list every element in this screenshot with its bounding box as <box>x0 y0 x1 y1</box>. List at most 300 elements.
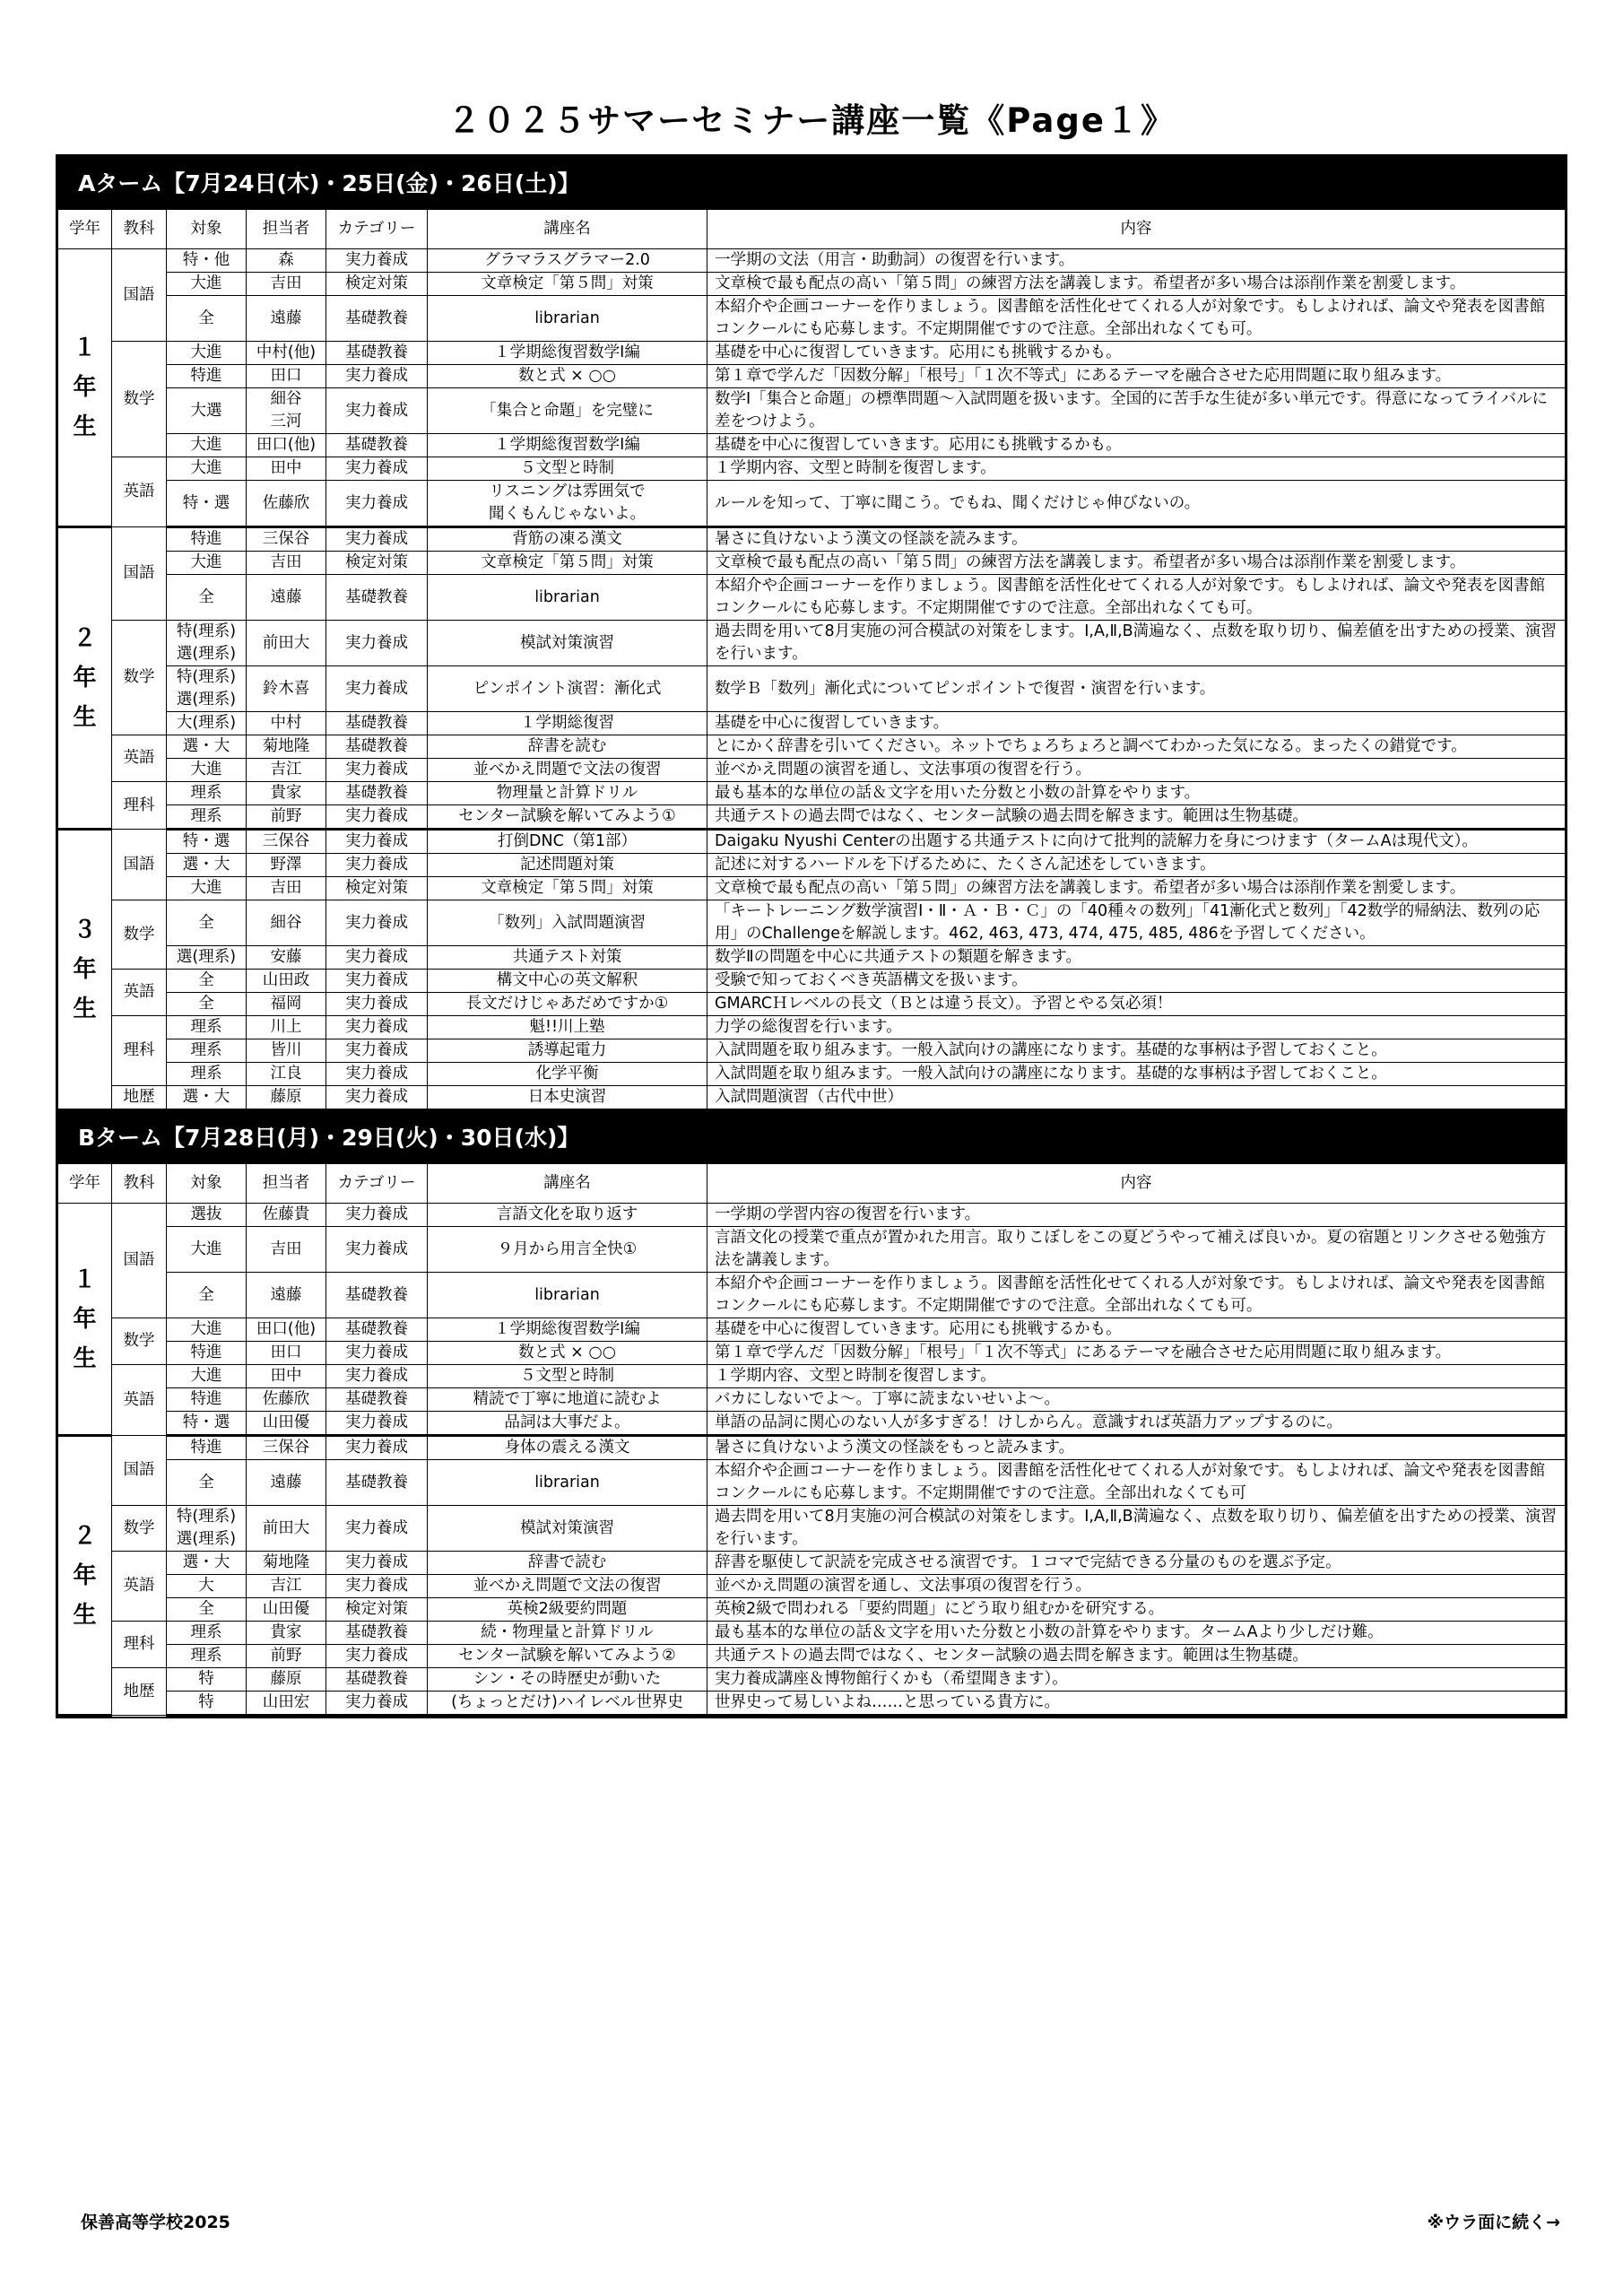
course-name-cell: 言語文化を取り返す <box>428 1204 707 1227</box>
content-cell: GMARCＨレベルの長文（Ｂとは違う長文）。予習とやる気必須！ <box>707 993 1566 1016</box>
content-cell: 第１章で学んだ「因数分解」「根号」「１次不等式」にあるテーマを融合させた応用問題に取り組みます。 <box>707 365 1566 388</box>
teacher-cell: 田口 <box>247 1342 326 1365</box>
category-cell: 実力養成 <box>326 388 428 434</box>
teacher-cell: 遠藤 <box>247 575 326 621</box>
teacher-cell: 山田優 <box>247 1598 326 1622</box>
category-cell: 基礎教養 <box>326 575 428 621</box>
target-cell: 特 <box>167 1668 247 1692</box>
column-header: 学年 <box>58 1164 112 1204</box>
category-cell: 検定対策 <box>326 273 428 296</box>
course-row <box>58 1204 1566 1227</box>
content-cell: 本紹介や企画コーナーを作りましょう。図書館を活性化せてくれる人が対象です。もしよければ、論文や発表を図書館コンクールにも応募します。不定期開催ですので注意。全部出れなくても可。 <box>707 1273 1566 1318</box>
target-cell: 特 <box>167 1692 247 1716</box>
teacher-cell: 吉江 <box>247 1575 326 1598</box>
content-cell: 「キートレーニング数学演習Ⅰ・Ⅱ・Ａ・Ｂ・Ｃ」の「40種々の数列」「41漸化式と数列」「42数学的帰納法、数列の応用」のChallengeを解説します。462, 463, 473, 474, 475, 485, 486を予習してください。 <box>707 900 1566 946</box>
category-cell: 実力養成 <box>326 1645 428 1668</box>
page-title: ２０２５サマーセミナー講座一覧《Page１》 <box>447 101 1176 140</box>
course-name-cell: librarian <box>428 1460 707 1506</box>
teacher-cell: 吉田 <box>247 273 326 296</box>
course-row <box>58 273 1566 296</box>
target-cell: 理系 <box>167 1622 247 1645</box>
category-cell: 実力養成 <box>326 805 428 830</box>
course-row <box>58 1692 1566 1716</box>
course-row <box>58 296 1566 342</box>
target-cell: 大進 <box>167 1227 247 1273</box>
course-name-cell: 辞書を読む <box>428 735 707 759</box>
content-cell: 基礎を中心に復習していきます。応用にも挑戦するかも。 <box>707 1318 1566 1342</box>
course-name-cell: ピンポイント演習：漸化式 <box>428 666 707 712</box>
subject-cell: 数学 <box>112 900 167 970</box>
course-row <box>58 877 1566 900</box>
category-cell: 実力養成 <box>326 854 428 877</box>
grade-cell: １ 年 生 <box>58 249 112 527</box>
category-cell: 実力養成 <box>326 1086 428 1110</box>
grade-cell: ２ 年 生 <box>58 1436 112 1716</box>
column-header-row <box>58 210 1566 249</box>
course-name-cell: 共通テスト対策 <box>428 946 707 970</box>
teacher-cell: 藤原 <box>247 1086 326 1110</box>
teacher-cell: 三保谷 <box>247 830 326 854</box>
content-cell: とにかく辞書を引いてください。ネットでちょろちょろと調べてわかった気になる。まったくの錯覚です。 <box>707 735 1566 759</box>
teacher-cell: 前野 <box>247 1645 326 1668</box>
course-name-cell: １学期総復習数学Ⅰ編 <box>428 434 707 457</box>
course-name-cell: 身体の震える漢文 <box>428 1436 707 1460</box>
content-cell: 文章検で最も配点の高い「第５問」の練習方法を講義します。希望者が多い場合は添削作業を割愛します。 <box>707 552 1566 575</box>
category-cell: 実力養成 <box>326 1412 428 1436</box>
teacher-cell: 貴家 <box>247 782 326 805</box>
subject-cell: 数学 <box>112 1506 167 1552</box>
column-header-row <box>58 1164 1566 1204</box>
course-name-cell: センター試験を解いてみよう① <box>428 805 707 830</box>
category-cell: 基礎教養 <box>326 1388 428 1412</box>
course-row <box>58 1365 1566 1388</box>
course-row <box>58 712 1566 735</box>
target-cell: 選抜 <box>167 1204 247 1227</box>
content-cell: 言語文化の授業で重点が置かれた用言。取りこぼしをこの夏どうやって補えば良いか。夏の宿題とリンクさせる勉強方法を講義します。 <box>707 1227 1566 1273</box>
subject-cell: 国語 <box>112 1204 167 1318</box>
category-cell: 実力養成 <box>326 457 428 481</box>
course-name-cell: シン・その時歴史が動いた <box>428 1668 707 1692</box>
subject-cell: 英語 <box>112 970 167 1016</box>
course-row <box>58 1039 1566 1063</box>
target-cell: 全 <box>167 1460 247 1506</box>
category-cell: 実力養成 <box>326 1365 428 1388</box>
target-cell: 全 <box>167 1273 247 1318</box>
category-cell: 実力養成 <box>326 1204 428 1227</box>
course-row <box>58 621 1566 666</box>
target-cell: 選・大 <box>167 1552 247 1575</box>
content-cell: 入試問題演習（古代中世） <box>707 1086 1566 1110</box>
content-cell: 一学期の学習内容の復習を行います。 <box>707 1204 1566 1227</box>
teacher-cell: 川上 <box>247 1016 326 1039</box>
content-cell: 数学Ⅱの問題を中心に共通テストの類題を解きます。 <box>707 946 1566 970</box>
course-name-cell: 文章検定「第５問」対策 <box>428 273 707 296</box>
course-name-cell: １学期総復習数学Ⅰ編 <box>428 1318 707 1342</box>
content-cell: バカにしないでよ～。丁寧に読まないせいよ～。 <box>707 1388 1566 1412</box>
course-name-cell: ９月から用言全快① <box>428 1227 707 1273</box>
course-row <box>58 1086 1566 1110</box>
target-cell: 特・選 <box>167 481 247 527</box>
content-cell: 数学Ｂ「数列」漸化式についてピンポイントで復習・演習を行います。 <box>707 666 1566 712</box>
teacher-cell: 細谷 三河 <box>247 388 326 434</box>
column-header: 対象 <box>167 210 247 249</box>
category-cell: 実力養成 <box>326 830 428 854</box>
category-cell: 実力養成 <box>326 249 428 273</box>
course-row <box>58 666 1566 712</box>
teacher-cell: 皆川 <box>247 1039 326 1063</box>
target-cell: 全 <box>167 993 247 1016</box>
teacher-cell: 山田宏 <box>247 1692 326 1716</box>
course-row <box>58 1436 1566 1460</box>
target-cell: 特進 <box>167 1388 247 1412</box>
content-cell: 並べかえ問題の演習を通し、文法事項の復習を行う。 <box>707 759 1566 782</box>
target-cell: 特(理系) 選(理系) <box>167 621 247 666</box>
category-cell: 基礎教養 <box>326 1273 428 1318</box>
content-cell: 本紹介や企画コーナーを作りましょう。図書館を活性化せてくれる人が対象です。もしよければ、論文や発表を図書館コンクールにも応募します。不定期開催ですので注意。全部出れなくても可 <box>707 1460 1566 1506</box>
content-cell: 記述に対するハードルを下げるために、たくさん記述をしていきます。 <box>707 854 1566 877</box>
content-cell: 数学Ⅰ「集合と命題」の標準問題～入試問題を扱います。全国的に苦手な生徒が多い単元です。得意になってライバルに差をつけよう。 <box>707 388 1566 434</box>
category-cell: 実力養成 <box>326 1552 428 1575</box>
teacher-cell: 田口(他) <box>247 1318 326 1342</box>
content-cell: 英検2級で問われる「要約問題」にどう取り組むかを研究する。 <box>707 1598 1566 1622</box>
term-banner <box>58 1110 1566 1164</box>
course-name-cell: リスニングは雰囲気で 聞くもんじゃないよ。 <box>428 481 707 527</box>
target-cell: 全 <box>167 1598 247 1622</box>
course-name-cell: librarian <box>428 296 707 342</box>
teacher-cell: 安藤 <box>247 946 326 970</box>
target-cell: 大進 <box>167 552 247 575</box>
teacher-cell: 吉田 <box>247 877 326 900</box>
category-cell: 基礎教養 <box>326 434 428 457</box>
teacher-cell: 遠藤 <box>247 296 326 342</box>
subject-cell: 英語 <box>112 457 167 527</box>
target-cell: 特進 <box>167 1342 247 1365</box>
target-cell: 特・選 <box>167 830 247 854</box>
course-row <box>58 575 1566 621</box>
course-row <box>58 1063 1566 1086</box>
category-cell: 基礎教養 <box>326 735 428 759</box>
course-name-cell: センター試験を解いてみよう② <box>428 1645 707 1668</box>
category-cell: 実力養成 <box>326 365 428 388</box>
course-name-cell: 構文中心の英文解釈 <box>428 970 707 993</box>
subject-cell: 英語 <box>112 735 167 782</box>
teacher-cell: 野澤 <box>247 854 326 877</box>
category-cell: 基礎教養 <box>326 1668 428 1692</box>
category-cell: 実力養成 <box>326 1039 428 1063</box>
teacher-cell: 細谷 <box>247 900 326 946</box>
course-row <box>58 1273 1566 1318</box>
content-cell: 辞書を駆使して訳読を完成させる演習です。１コマで完結できる分量のものを選ぶ予定。 <box>707 1552 1566 1575</box>
course-row <box>58 1622 1566 1645</box>
content-cell: 基礎を中心に復習していきます。応用にも挑戦するかも。 <box>707 342 1566 365</box>
target-cell: 特(理系) 選(理系) <box>167 1506 247 1552</box>
course-row <box>58 481 1566 527</box>
course-name-cell: 背筋の凍る漢文 <box>428 527 707 552</box>
course-row <box>58 1412 1566 1436</box>
category-cell: 実力養成 <box>326 1063 428 1086</box>
course-name-cell: 並べかえ問題で文法の復習 <box>428 1575 707 1598</box>
course-row <box>58 759 1566 782</box>
target-cell: 大選 <box>167 388 247 434</box>
teacher-cell: 遠藤 <box>247 1460 326 1506</box>
category-cell: 検定対策 <box>326 1598 428 1622</box>
course-row <box>58 1645 1566 1668</box>
course-row <box>58 249 1566 273</box>
course-name-cell: librarian <box>428 1273 707 1318</box>
course-name-cell: (ちょっとだけ)ハイレベル世界史 <box>428 1692 707 1716</box>
subject-cell: 理科 <box>112 1016 167 1086</box>
target-cell: 理系 <box>167 1645 247 1668</box>
teacher-cell: 藤原 <box>247 1668 326 1692</box>
target-cell: 大進 <box>167 877 247 900</box>
course-name-cell: グラマラスグラマー2.0 <box>428 249 707 273</box>
grade-cell: １ 年 生 <box>58 1204 112 1436</box>
course-name-cell: 打倒DNC（第1部） <box>428 830 707 854</box>
category-cell: 実力養成 <box>326 1506 428 1552</box>
target-cell: 大 <box>167 1575 247 1598</box>
target-cell: 理系 <box>167 782 247 805</box>
course-row <box>58 854 1566 877</box>
category-cell: 実力養成 <box>326 1436 428 1460</box>
teacher-cell: 貴家 <box>247 1622 326 1645</box>
teacher-cell: 菊地隆 <box>247 735 326 759</box>
course-row <box>58 900 1566 946</box>
target-cell: 理系 <box>167 1016 247 1039</box>
subject-cell: 数学 <box>112 621 167 735</box>
column-header: 学年 <box>58 210 112 249</box>
category-cell: 実力養成 <box>326 666 428 712</box>
content-cell: 本紹介や企画コーナーを作りましょう。図書館を活性化せてくれる人が対象です。もしよければ、論文や発表を図書館コンクールにも応募します。不定期開催ですので注意。全部出れなくても可。 <box>707 575 1566 621</box>
content-cell: 本紹介や企画コーナーを作りましょう。図書館を活性化せてくれる人が対象です。もしよければ、論文や発表を図書館コンクールにも応募します。不定期開催ですので注意。全部出れなくても可。 <box>707 296 1566 342</box>
course-name-cell: 長文だけじゃあだめですか① <box>428 993 707 1016</box>
category-cell: 基礎教養 <box>326 1622 428 1645</box>
course-row <box>58 1552 1566 1575</box>
course-row <box>58 1575 1566 1598</box>
course-row <box>58 552 1566 575</box>
target-cell: 大進 <box>167 759 247 782</box>
teacher-cell: 山田政 <box>247 970 326 993</box>
course-row <box>58 946 1566 970</box>
target-cell: 理系 <box>167 1039 247 1063</box>
teacher-cell: 吉江 <box>247 759 326 782</box>
course-row <box>58 1318 1566 1342</box>
content-cell: 一学期の文法（用言・助動詞）の復習を行います。 <box>707 249 1566 273</box>
subject-cell: 国語 <box>112 249 167 342</box>
category-cell: 実力養成 <box>326 993 428 1016</box>
course-row <box>58 782 1566 805</box>
course-name-cell: 英検2級要約問題 <box>428 1598 707 1622</box>
column-header: カテゴリー <box>326 210 428 249</box>
subject-cell: 数学 <box>112 1318 167 1365</box>
teacher-cell: 佐藤貴 <box>247 1204 326 1227</box>
category-cell: 実力養成 <box>326 1342 428 1365</box>
category-cell: 実力養成 <box>326 946 428 970</box>
subject-cell: 理科 <box>112 782 167 830</box>
course-row <box>58 1342 1566 1365</box>
content-cell: 並べかえ問題の演習を通し、文法事項の復習を行う。 <box>707 1575 1566 1598</box>
target-cell: 全 <box>167 900 247 946</box>
subject-cell: 数学 <box>112 342 167 457</box>
content-cell: 基礎を中心に復習していきます。 <box>707 712 1566 735</box>
content-cell: 共通テストの過去問ではなく、センター試験の過去問を解きます。範囲は生物基礎。 <box>707 1645 1566 1668</box>
target-cell: 大進 <box>167 342 247 365</box>
course-name-cell: 魁!!川上塾 <box>428 1016 707 1039</box>
target-cell: 全 <box>167 970 247 993</box>
course-name-cell: １学期総復習 <box>428 712 707 735</box>
category-cell: 基礎教養 <box>326 1318 428 1342</box>
course-name-cell: 日本史演習 <box>428 1086 707 1110</box>
school-name: 保善高等学校2025 <box>81 2213 230 2232</box>
target-cell: 大進 <box>167 1318 247 1342</box>
target-cell: 大進 <box>167 434 247 457</box>
target-cell: 大進 <box>167 1365 247 1388</box>
content-cell: ルールを知って、丁寧に聞こう。でもね、聞くだけじゃ伸びないの。 <box>707 481 1566 527</box>
category-cell: 実力養成 <box>326 1016 428 1039</box>
content-cell: 入試問題を取り組みます。一般入試向けの講座になります。基礎的な事柄は予習しておくこと。 <box>707 1039 1566 1063</box>
category-cell: 基礎教養 <box>326 712 428 735</box>
course-name-cell: 辞書で読む <box>428 1552 707 1575</box>
course-name-cell: 「集合と命題」を完璧に <box>428 388 707 434</box>
course-name-cell: 文章検定「第５問」対策 <box>428 877 707 900</box>
course-name-cell: １学期総復習数学Ⅰ編 <box>428 342 707 365</box>
column-header: カテゴリー <box>326 1164 428 1204</box>
target-cell: 理系 <box>167 1063 247 1086</box>
schedule-table <box>57 156 1566 1717</box>
course-name-cell: 記述問題対策 <box>428 854 707 877</box>
teacher-cell: 田口(他) <box>247 434 326 457</box>
column-header: 対象 <box>167 1164 247 1204</box>
course-row <box>58 970 1566 993</box>
target-cell: 特・選 <box>167 1412 247 1436</box>
column-header: 担当者 <box>247 210 326 249</box>
category-cell: 実力養成 <box>326 1575 428 1598</box>
subject-cell: 理科 <box>112 1622 167 1668</box>
content-cell: １学期内容、文型と時制を復習します。 <box>707 457 1566 481</box>
target-cell: 特進 <box>167 365 247 388</box>
target-cell: 特進 <box>167 527 247 552</box>
target-cell: 特(理系) 選(理系) <box>167 666 247 712</box>
target-cell: 大進 <box>167 457 247 481</box>
grade-cell: ２ 年 生 <box>58 527 112 830</box>
course-name-cell: 続・物理量と計算ドリル <box>428 1622 707 1645</box>
course-row <box>58 527 1566 552</box>
content-cell: 基礎を中心に復習していきます。応用にも挑戦するかも。 <box>707 434 1566 457</box>
category-cell: 実力養成 <box>326 481 428 527</box>
course-row <box>58 457 1566 481</box>
category-cell: 実力養成 <box>326 900 428 946</box>
course-row <box>58 342 1566 365</box>
category-cell: 基礎教養 <box>326 342 428 365</box>
category-cell: 基礎教養 <box>326 1460 428 1506</box>
teacher-cell: 江良 <box>247 1063 326 1086</box>
term-title: Aターム【7月24日(木)・25日(金)・26日(土)】 <box>58 157 1566 210</box>
subject-cell: 国語 <box>112 527 167 621</box>
category-cell: 実力養成 <box>326 1227 428 1273</box>
content-cell: 過去問を用いて8月実施の河合模試の対策をします。Ⅰ,A,Ⅱ,B満遍なく、点数を取り切り、偏差値を出すための授業、演習を行います。 <box>707 1506 1566 1552</box>
course-name-cell: librarian <box>428 575 707 621</box>
content-cell: １学期内容、文型と時制を復習します。 <box>707 1365 1566 1388</box>
course-name-cell: 模試対策演習 <box>428 1506 707 1552</box>
category-cell: 検定対策 <box>326 877 428 900</box>
course-row <box>58 1388 1566 1412</box>
course-row <box>58 1598 1566 1622</box>
course-name-cell: ５文型と時制 <box>428 457 707 481</box>
grade-cell: ３ 年 生 <box>58 830 112 1110</box>
teacher-cell: 前野 <box>247 805 326 830</box>
course-row <box>58 1016 1566 1039</box>
teacher-cell: 吉田 <box>247 552 326 575</box>
column-header: 担当者 <box>247 1164 326 1204</box>
content-cell: 受験で知っておくべき英語構文を扱います。 <box>707 970 1566 993</box>
content-cell: 実力養成講座＆博物館行くかも（希望聞きます）。 <box>707 1668 1566 1692</box>
target-cell: 選・大 <box>167 854 247 877</box>
teacher-cell: 佐藤欣 <box>247 481 326 527</box>
course-row <box>58 805 1566 830</box>
teacher-cell: 中村(他) <box>247 342 326 365</box>
teacher-cell: 田中 <box>247 457 326 481</box>
course-name-cell: 「数列」入試問題演習 <box>428 900 707 946</box>
content-cell: 暑さに負けないよう漢文の怪談を読みます。 <box>707 527 1566 552</box>
teacher-cell: 中村 <box>247 712 326 735</box>
course-name-cell: 並べかえ問題で文法の復習 <box>428 759 707 782</box>
course-row <box>58 365 1566 388</box>
subject-cell: 英語 <box>112 1365 167 1436</box>
teacher-cell: 三保谷 <box>247 527 326 552</box>
course-name-cell: 品詞は大事だよ。 <box>428 1412 707 1436</box>
course-row <box>58 434 1566 457</box>
content-cell: 最も基本的な単位の話＆文字を用いた分数と小数の計算をやります。タームAより少しだけ難。 <box>707 1622 1566 1645</box>
category-cell: 実力養成 <box>326 970 428 993</box>
course-name-cell: 模試対策演習 <box>428 621 707 666</box>
schedule-sheet <box>56 154 1567 1718</box>
teacher-cell: 田中 <box>247 1365 326 1388</box>
teacher-cell: 森 <box>247 249 326 273</box>
course-name-cell: 数と式 × ○○ <box>428 365 707 388</box>
category-cell: 実力養成 <box>326 1692 428 1716</box>
course-name-cell: 精読で丁寧に地道に読むよ <box>428 1388 707 1412</box>
target-cell: 全 <box>167 296 247 342</box>
target-cell: 選・大 <box>167 735 247 759</box>
teacher-cell: 鈴木喜 <box>247 666 326 712</box>
teacher-cell: 前田大 <box>247 621 326 666</box>
subject-cell: 地歴 <box>112 1086 167 1110</box>
course-row <box>58 1460 1566 1506</box>
term-banner <box>58 157 1566 210</box>
column-header: 内容 <box>707 1164 1566 1204</box>
teacher-cell: 佐藤欣 <box>247 1388 326 1412</box>
target-cell: 選・大 <box>167 1086 247 1110</box>
course-name-cell: 化学平衡 <box>428 1063 707 1086</box>
target-cell: 理系 <box>167 805 247 830</box>
category-cell: 基礎教養 <box>326 296 428 342</box>
course-name-cell: ５文型と時制 <box>428 1365 707 1388</box>
teacher-cell: 三保谷 <box>247 1436 326 1460</box>
course-row <box>58 735 1566 759</box>
column-header: 教科 <box>112 210 167 249</box>
subject-cell: 地歴 <box>112 1668 167 1716</box>
teacher-cell: 吉田 <box>247 1227 326 1273</box>
content-cell: 力学の総復習を行います。 <box>707 1016 1566 1039</box>
category-cell: 検定対策 <box>326 552 428 575</box>
course-name-cell: 文章検定「第５問」対策 <box>428 552 707 575</box>
teacher-cell: 遠藤 <box>247 1273 326 1318</box>
content-cell: 第１章で学んだ「因数分解」「根号」「１次不等式」にあるテーマを融合させた応用問題に取り組みます。 <box>707 1342 1566 1365</box>
target-cell: 大(理系) <box>167 712 247 735</box>
content-cell: 入試問題を取り組みます。一般入試向けの講座になります。基礎的な事柄は予習しておくこと。 <box>707 1063 1566 1086</box>
content-cell: 共通テストの過去問ではなく、センター試験の過去問を解きます。範囲は生物基礎。 <box>707 805 1566 830</box>
column-header: 教科 <box>112 1164 167 1204</box>
content-cell: 文章検で最も配点の高い「第５問」の練習方法を講義します。希望者が多い場合は添削作業を割愛します。 <box>707 877 1566 900</box>
